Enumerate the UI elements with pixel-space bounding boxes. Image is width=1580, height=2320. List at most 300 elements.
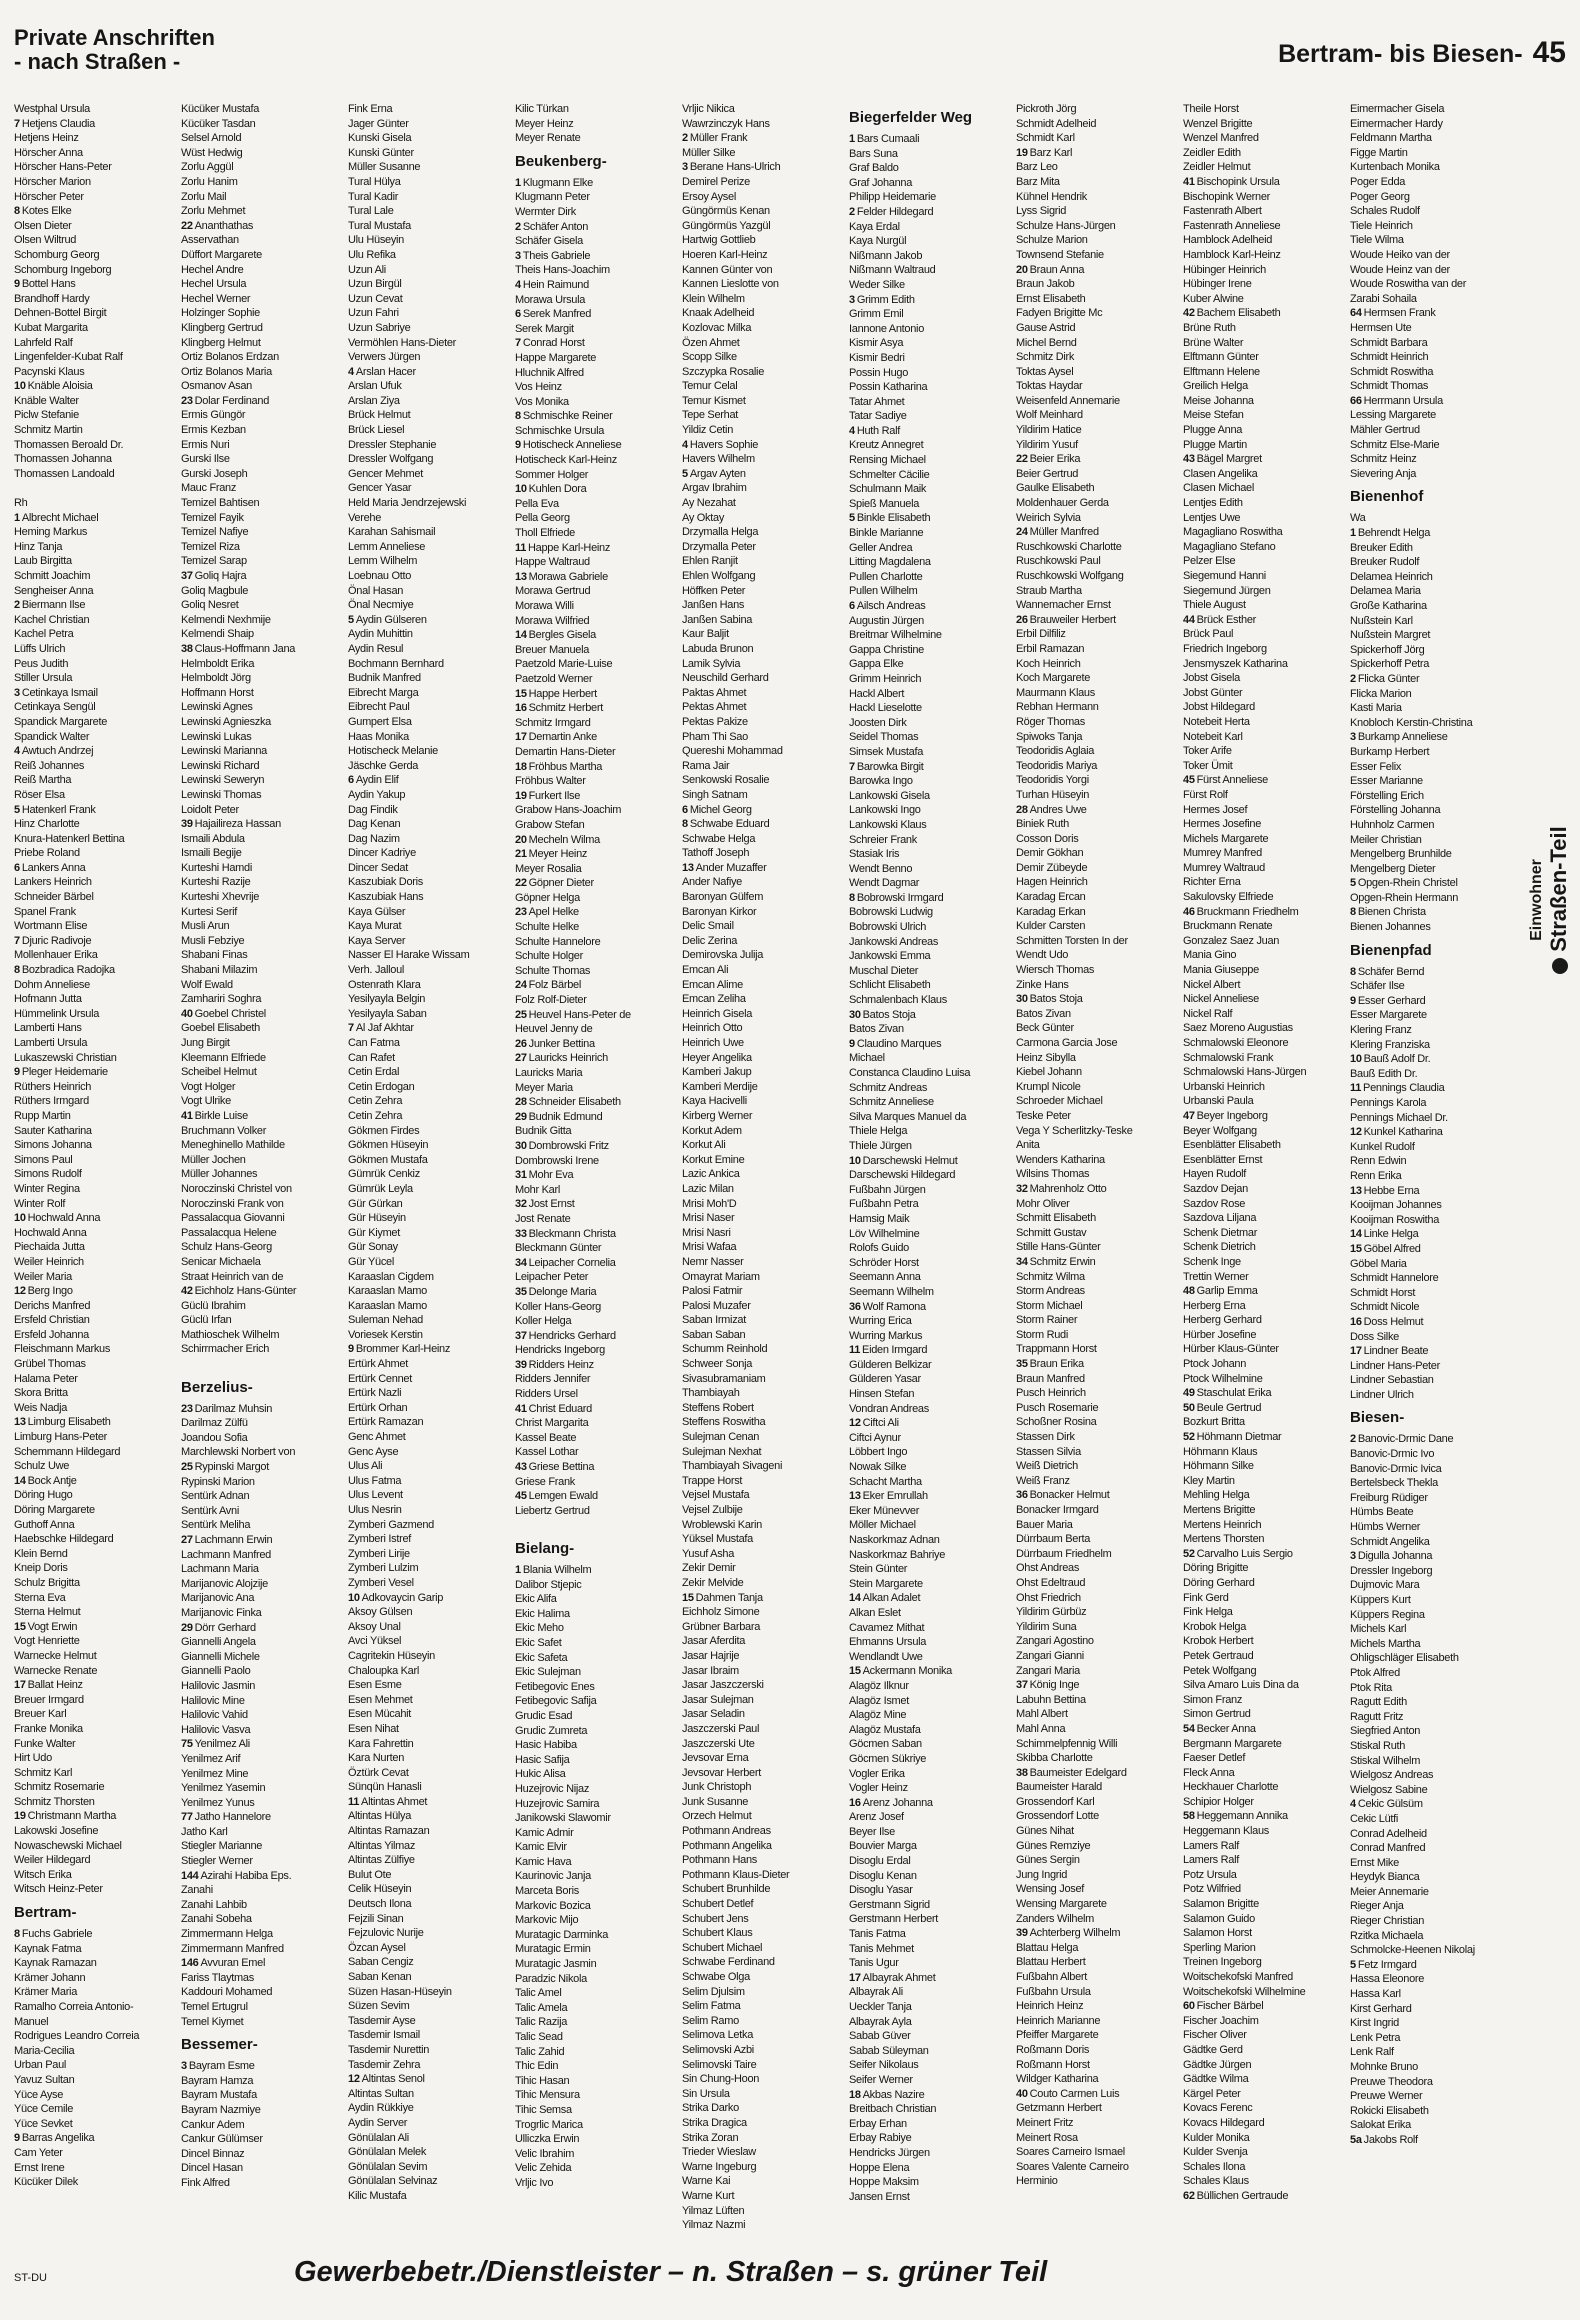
resident-name: Warne Kai	[682, 2175, 731, 2188]
resident-name: Maria-Cecilia	[14, 2044, 75, 2057]
resident-entry	[515, 1051, 681, 1066]
resident-entry	[515, 1110, 681, 1125]
resident-entry	[515, 1797, 681, 1812]
resident-entry	[14, 1591, 180, 1606]
resident-name: Delamea Maria	[1350, 585, 1421, 598]
resident-name: Kovacs Ferenc	[1183, 2102, 1253, 2115]
resident-entry	[515, 760, 681, 775]
resident-entry	[1016, 846, 1182, 861]
resident-entry	[682, 1999, 848, 2014]
resident-entry	[348, 627, 514, 642]
resident-entry	[1350, 408, 1516, 423]
resident-name: Weis Nadja	[14, 1401, 68, 1414]
resident-entry	[348, 715, 514, 730]
resident-entry	[1183, 569, 1349, 584]
resident-entry	[1016, 1284, 1182, 1299]
resident-entry	[515, 716, 681, 731]
house-number: 2	[515, 220, 521, 233]
resident-entry	[849, 497, 1015, 512]
resident-name: Thiele August	[1183, 599, 1246, 612]
resident-name: Zekir Melvide	[682, 1576, 744, 1589]
resident-entry	[682, 1955, 848, 1970]
resident-name: Nußstein Margret	[1350, 629, 1431, 642]
resident-entry	[515, 1241, 681, 1256]
resident-entry	[1016, 248, 1182, 263]
resident-entry	[14, 233, 180, 248]
resident-name: Kaszubiak Doris	[348, 876, 423, 889]
resident-name: Meyer Rosalia	[515, 862, 582, 875]
resident-name: Woitschekofski Wilhelmine	[1183, 1985, 1306, 1998]
resident-entry	[1016, 277, 1182, 292]
resident-name: Bonacker Irmgard	[1016, 1504, 1099, 1516]
resident-name: Lazic Ankica	[682, 1168, 740, 1181]
house-number: 41	[181, 1109, 193, 1122]
resident-name: Paetzold Marie-Luise	[515, 658, 613, 671]
resident-name: Vogt Henriette	[14, 1635, 80, 1648]
resident-entry	[14, 569, 180, 584]
resident-name	[181, 1358, 184, 1370]
resident-entry	[849, 409, 1015, 424]
resident-name: Bruchmann Volker	[181, 1124, 267, 1137]
resident-entry	[14, 190, 180, 205]
resident-name: Kelmendi Shaip	[181, 628, 254, 641]
resident-name: Bauß Adolf Dr.	[1363, 1053, 1431, 1066]
resident-entry	[1183, 1722, 1349, 1737]
resident-entry	[682, 365, 848, 380]
resident-entry	[849, 322, 1015, 337]
street-heading: Bienenpfad	[1350, 941, 1432, 959]
resident-entry	[14, 1780, 180, 1795]
house-number: 49	[1183, 1387, 1195, 1400]
street-heading: Berzelius-	[181, 1378, 253, 1396]
resident-entry	[348, 1255, 514, 1270]
resident-name: Simons Johanna	[14, 1139, 92, 1152]
resident-entry	[682, 2204, 848, 2219]
resident-name: Schäfer Gisela	[515, 235, 583, 248]
resident-name: Cetin Erdogan	[348, 1080, 415, 1093]
resident-entry	[348, 1955, 514, 1970]
resident-name: Fleischmann Markus	[14, 1343, 111, 1356]
resident-name: Blania Wilhelm	[522, 1564, 592, 1576]
resident-entry	[515, 1416, 681, 1431]
resident-name: Hochwald Anna	[27, 1212, 101, 1225]
resident-name: Karaaslan Mamo	[348, 1299, 427, 1312]
house-number: 13	[515, 570, 527, 583]
resident-entry	[1016, 131, 1182, 146]
resident-name: Selim Ramo	[682, 2014, 739, 2027]
resident-name: Brück Esther	[1196, 613, 1257, 626]
resident-entry	[14, 1445, 180, 1460]
resident-name: Cetinkaya Ismail	[21, 686, 98, 699]
resident-name: Esser Gerhard	[1357, 994, 1426, 1007]
resident-entry	[181, 204, 347, 219]
resident-entry	[181, 1240, 347, 1255]
resident-name: Nasser El Harake Wissam	[348, 949, 470, 962]
resident-name: Claudino Marques	[856, 1037, 942, 1050]
resident-name: Teodoridis Mariya	[1016, 759, 1098, 772]
resident-name: Stein Margarete	[849, 1577, 923, 1590]
resident-name: Jasar Jaszczerski	[682, 1679, 764, 1692]
resident-name: Ulu Refika	[348, 248, 396, 261]
resident-name: Sentürk Meliha	[181, 1519, 251, 1532]
resident-name: Spickerhoff Jörg	[1350, 643, 1425, 656]
resident-entry	[1183, 598, 1349, 613]
resident-entry	[1016, 1941, 1182, 1956]
resident-name: Schipior Holger	[1183, 1795, 1254, 1808]
resident-name: Seemann Wilhelm	[849, 1285, 934, 1298]
resident-name: Gülderen Yasar	[849, 1373, 921, 1386]
resident-name: Lankowski Klaus	[849, 818, 927, 831]
resident-name: Gür Yücel	[348, 1255, 395, 1268]
resident-name: Helmboldt Erika	[181, 657, 255, 670]
resident-entry	[515, 2103, 681, 2118]
resident-entry	[1350, 1724, 1516, 1739]
resident-name: Hasic Habiba	[515, 1739, 577, 1752]
resident-name: Yesilyayla Saban	[348, 1007, 427, 1020]
resident-entry	[1183, 117, 1349, 132]
resident-entry	[1016, 773, 1182, 788]
resident-name: Bruckmann Friedhelm	[1196, 905, 1299, 918]
resident-entry	[1183, 1488, 1349, 1503]
resident-entry	[1016, 1386, 1182, 1401]
resident-entry	[682, 1620, 848, 1635]
house-number: 15	[1350, 1242, 1362, 1255]
resident-name: Guthoff Anna	[14, 1518, 75, 1531]
resident-name: Muratagic Ermin	[515, 1943, 591, 1956]
resident-name: Markovic Bozica	[515, 1899, 591, 1912]
resident-name: Hechel Werner	[181, 292, 251, 305]
resident-name: Heydyk Bianca	[1350, 1871, 1420, 1884]
resident-entry	[348, 1518, 514, 1533]
resident-entry	[14, 1226, 180, 1241]
resident-entry	[181, 1679, 347, 1694]
resident-name: Silva Marques Manuel da	[849, 1110, 967, 1123]
house-number: 30	[849, 1008, 861, 1021]
resident-name: Schwabe Ferdinand	[682, 1956, 775, 1969]
resident-name: Hofmann Jutta	[14, 993, 82, 1006]
resident-name: Kovacs Hildegard	[1183, 2116, 1265, 2129]
resident-entry	[1016, 292, 1182, 307]
resident-entry	[1350, 1943, 1516, 1958]
resident-entry	[1350, 1227, 1516, 1242]
resident-entry	[181, 1211, 347, 1226]
resident-name: Ernst Mike	[1350, 1856, 1399, 1869]
resident-entry	[515, 1942, 681, 1957]
resident-entry	[1016, 759, 1182, 774]
resident-name: Magagliano Stefano	[1183, 540, 1276, 553]
resident-entry	[1183, 438, 1349, 453]
house-number: 37	[181, 570, 193, 582]
resident-name: Alagöz Mustafa	[849, 1723, 921, 1736]
resident-name: Muschal Dieter	[849, 964, 919, 977]
resident-entry	[1016, 2043, 1182, 2058]
resident-entry	[1350, 965, 1516, 980]
resident-name: Döring Gerhard	[1183, 1576, 1255, 1589]
resident-name: Saban Saban	[682, 1328, 746, 1341]
resident-entry	[682, 2014, 848, 2029]
resident-entry	[515, 1884, 681, 1899]
resident-name: Bobrowski Irmgard	[856, 891, 944, 904]
resident-name: Demir Gökhan	[1016, 847, 1084, 860]
resident-name: Weiß Franz	[1016, 1474, 1070, 1487]
resident-entry	[181, 2103, 347, 2118]
resident-name: Halama Peter	[14, 1372, 78, 1385]
resident-name: Trappmann Horst	[1016, 1343, 1097, 1356]
resident-entry	[1183, 540, 1349, 555]
resident-name: Stassen Silvia	[1016, 1445, 1081, 1458]
resident-entry	[181, 1708, 347, 1723]
resident-name: Straub Martha	[1016, 584, 1082, 597]
resident-entry	[14, 715, 180, 730]
resident-entry	[1350, 555, 1516, 570]
resident-entry	[181, 1548, 347, 1563]
house-number: 34	[1016, 1255, 1028, 1268]
resident-entry	[348, 1605, 514, 1620]
resident-entry	[348, 365, 514, 380]
resident-entry	[1183, 1153, 1349, 1168]
resident-entry	[682, 379, 848, 394]
resident-name: Carmona Garcia Jose	[1016, 1037, 1118, 1049]
resident-name: Ruschkowski Paul	[1016, 555, 1101, 568]
resident-entry	[348, 992, 514, 1007]
resident-name: Zymberi Lulzim	[348, 1562, 419, 1575]
resident-name: Schmidt Horst	[1350, 1286, 1416, 1299]
resident-name: Lewinski Marianna	[181, 745, 267, 758]
resident-name: Fischer Bärbel	[1196, 2000, 1264, 2013]
resident-name: Schmitz Andreas	[849, 1081, 928, 1094]
resident-name: Seemann Anna	[849, 1271, 921, 1284]
resident-entry	[1183, 1547, 1349, 1562]
resident-entry	[1183, 1999, 1349, 2014]
resident-entry	[14, 2146, 180, 2161]
resident-name: Binkle Marianne	[849, 527, 924, 540]
resident-name: Fürst Anneliese	[1196, 774, 1268, 787]
resident-name: Schwabe Helga	[682, 832, 756, 845]
resident-name: Ehmanns Ursula	[849, 1636, 927, 1649]
resident-entry	[1350, 321, 1516, 336]
resident-entry	[1016, 496, 1182, 511]
resident-name: Talic Razija	[515, 2016, 568, 2029]
resident-entry	[1183, 1021, 1349, 1036]
resident-entry	[1183, 379, 1349, 394]
resident-name: Breitbach Christian	[849, 2103, 937, 2116]
resident-name: Carvalho Luis Sergio	[1196, 1547, 1293, 1560]
resident-entry	[348, 700, 514, 715]
resident-name: Urbanski Heinrich	[1183, 1080, 1265, 1093]
resident-name: Winter Rolf	[14, 1197, 66, 1210]
resident-entry	[1350, 131, 1516, 146]
resident-name: Ulus Fatma	[348, 1474, 402, 1487]
resident-name: Breuer Irmgard	[14, 1693, 84, 1706]
resident-name: Jaszczerski Ute	[682, 1737, 755, 1750]
resident-name: Schroeder Michael	[1016, 1095, 1103, 1108]
resident-entry	[348, 1532, 514, 1547]
resident-name: Lewinski Thomas	[181, 788, 262, 801]
resident-name: Kasti Maria	[1350, 702, 1402, 715]
resident-entry	[14, 978, 180, 993]
resident-entry	[682, 744, 848, 759]
resident-entry	[682, 204, 848, 219]
resident-name: Schmischke Reiner	[522, 410, 613, 423]
resident-name: Biniek Ruth	[1016, 818, 1069, 831]
resident-entry	[1016, 1678, 1182, 1693]
resident-name: Yildirim Gürbüz	[1016, 1606, 1087, 1619]
resident-entry	[849, 1329, 1015, 1344]
resident-name: Akbas Nazire	[862, 2088, 925, 2101]
resident-entry	[1016, 1007, 1182, 1022]
resident-name: Pektas Ahmet	[682, 701, 747, 714]
resident-entry	[849, 1402, 1015, 1417]
resident-name: Nowaschewski Michael	[14, 1839, 122, 1852]
resident-entry	[181, 788, 347, 803]
resident-name: Loidolt Peter	[181, 803, 239, 816]
house-number: 17	[1350, 1345, 1362, 1358]
resident-entry	[181, 861, 347, 876]
resident-name: Meise Stefan	[1183, 409, 1244, 422]
resident-name: Hochwald Anna	[14, 1226, 87, 1239]
resident-name: Heinrich Uwe	[682, 1037, 744, 1049]
resident-entry	[849, 978, 1015, 993]
resident-name: Limburg Hans-Peter	[14, 1431, 108, 1444]
house-number: 4	[515, 278, 521, 291]
resident-name: Selimova Letka	[682, 2029, 754, 2042]
resident-name: Mähler Gertrud	[1350, 424, 1420, 437]
resident-name: Uzun Ali	[348, 263, 386, 276]
resident-name: Barowka Ingo	[849, 775, 913, 788]
resident-name: Lankowski Gisela	[849, 789, 930, 802]
resident-name: Mania Giuseppe	[1183, 964, 1259, 977]
resident-entry	[348, 1707, 514, 1722]
house-number: 42	[1183, 307, 1195, 320]
resident-entry	[682, 511, 848, 526]
resident-entry	[1350, 905, 1516, 920]
resident-name: Spandick Margarete	[14, 715, 108, 728]
resident-entry	[181, 1606, 347, 1621]
resident-name: Ertürk Ahmet	[348, 1358, 408, 1371]
resident-name: Gümrük Cenkiz	[348, 1168, 420, 1181]
resident-name: Goebel Elisabeth	[181, 1022, 260, 1035]
resident-entry	[515, 1212, 681, 1227]
resident-entry	[1016, 306, 1182, 321]
resident-entry	[348, 598, 514, 613]
resident-name: Herberg Erna	[1183, 1299, 1246, 1312]
resident-name: Thiele Jürgen	[849, 1139, 912, 1152]
resident-name: Lemm Anneliese	[348, 540, 426, 553]
resident-name: Velic Zehida	[515, 2162, 572, 2175]
resident-entry	[849, 599, 1015, 614]
resident-entry	[515, 789, 681, 804]
house-number: 10	[1350, 1053, 1362, 1066]
resident-entry	[849, 2058, 1015, 2073]
resident-name: Hukic Alisa	[515, 1768, 566, 1781]
resident-name: Albayrak Ahmet	[862, 1971, 936, 1984]
resident-entry	[1350, 365, 1516, 380]
resident-entry	[14, 1357, 180, 1372]
resident-entry	[1016, 978, 1182, 993]
resident-entry	[682, 2101, 848, 2116]
resident-entry	[849, 1081, 1015, 1096]
resident-entry	[515, 1285, 681, 1300]
resident-name: Morawa Gabriele	[528, 570, 608, 583]
resident-entry	[14, 2088, 180, 2103]
resident-entry	[682, 1357, 848, 1372]
resident-entry	[1016, 1211, 1182, 1226]
resident-entry	[1016, 1897, 1182, 1912]
resident-name: Hoeren Karl-Heinz	[682, 248, 768, 261]
resident-name: Hendricks Gerhard	[528, 1329, 616, 1342]
resident-name: Tural Hülya	[348, 175, 401, 188]
resident-name: Kneip Doris	[14, 1562, 68, 1575]
resident-entry	[348, 613, 514, 628]
resident-name: Müller Frank	[689, 132, 748, 145]
resident-name: Mollenhauer Erika	[14, 949, 98, 962]
resident-entry	[515, 1256, 681, 1271]
resident-name: Gencer Mehmet	[348, 467, 423, 480]
resident-name: Trappe Horst	[682, 1474, 743, 1487]
resident-entry	[515, 1037, 681, 1052]
resident-name: Theis Gabriele	[522, 249, 591, 262]
resident-entry	[515, 1343, 681, 1358]
resident-entry	[849, 1139, 1015, 1154]
resident-entry	[1350, 2104, 1516, 2119]
resident-entry	[14, 1853, 180, 1868]
resident-entry	[1016, 452, 1182, 467]
resident-entry	[849, 438, 1015, 453]
resident-name: Kunski Gisela	[348, 132, 412, 145]
resident-entry	[181, 1796, 347, 1811]
house-number: 8	[14, 1928, 20, 1941]
resident-entry	[515, 1782, 681, 1797]
resident-name: Drzymalla Peter	[682, 540, 756, 553]
resident-name: Yesilyayla Belgin	[348, 993, 426, 1006]
resident-name: Kismir Bedri	[849, 351, 905, 364]
resident-name: Knobloch Kerstin-Christina	[1350, 716, 1473, 729]
resident-name: Bischopink Werner	[1183, 190, 1271, 203]
resident-name: Thambiayah Sivageni	[682, 1460, 783, 1473]
house-number: 8	[1350, 906, 1356, 919]
resident-entry	[348, 1138, 514, 1153]
resident-entry	[682, 1021, 848, 1036]
resident-entry	[682, 408, 848, 423]
page-range	[1278, 36, 1566, 70]
resident-name: Klugmann Elke	[522, 176, 593, 189]
resident-entry	[181, 292, 347, 307]
resident-entry	[1350, 1535, 1516, 1550]
resident-name: Ananthathas	[194, 219, 254, 232]
resident-name: Schmitz Heinz	[1350, 453, 1417, 466]
resident-entry	[515, 1372, 681, 1387]
resident-entry	[14, 1985, 180, 2000]
resident-entry	[1350, 657, 1516, 672]
street-heading: Beukenberg-	[515, 152, 607, 170]
resident-entry	[682, 2189, 848, 2204]
resident-name: Barz Karl	[1029, 146, 1073, 159]
resident-name: Bergmann Margarete	[1183, 1737, 1282, 1750]
resident-entry	[682, 1678, 848, 1693]
resident-entry	[348, 1474, 514, 1489]
resident-name: Zymberi Lirije	[348, 1547, 410, 1560]
resident-name: Fastenrath Anneliese	[1183, 219, 1281, 232]
resident-name: Breitmar Wilhelmine	[849, 629, 942, 642]
resident-name: Kunski Günter	[348, 146, 414, 159]
directory-columns	[14, 102, 1520, 2244]
resident-name: Schmitt Elisabeth	[1016, 1212, 1096, 1225]
house-number: 25	[181, 1461, 193, 1474]
resident-entry	[181, 890, 347, 905]
resident-name: Demir Zübeyde	[1016, 861, 1088, 874]
resident-entry	[515, 409, 681, 424]
resident-name: Gür Kiymet	[348, 1226, 401, 1239]
